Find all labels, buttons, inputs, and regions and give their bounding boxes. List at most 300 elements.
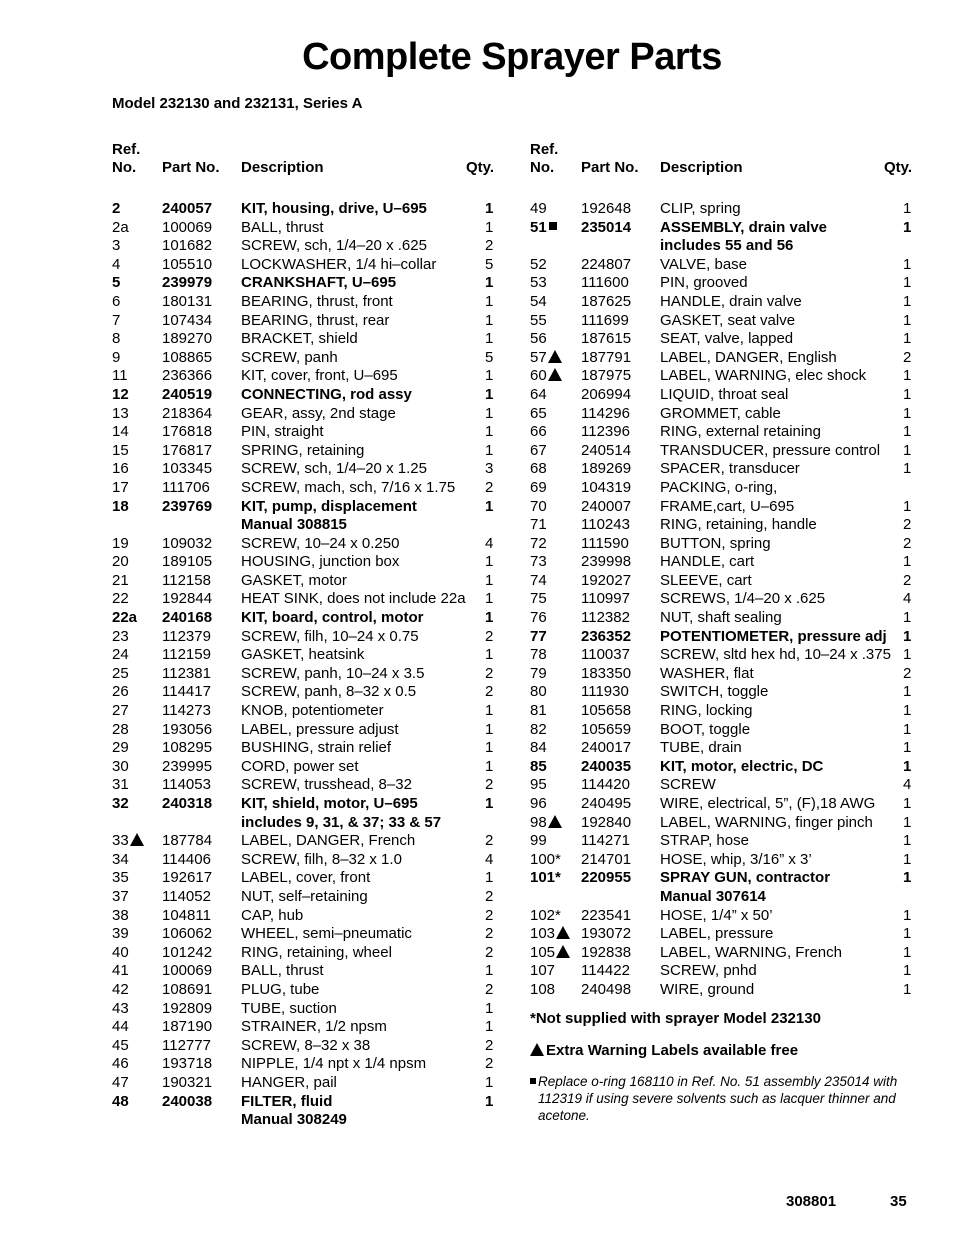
table-row: [112, 888, 502, 907]
qty: 1: [903, 739, 912, 757]
description-line2: Manual 307614: [660, 887, 766, 905]
table-row: [530, 646, 915, 665]
qty: 1: [485, 869, 494, 887]
ref-no: [112, 851, 129, 870]
table-row: [530, 386, 915, 405]
qty: 1: [485, 1092, 494, 1110]
ref-no-text: 45: [112, 1036, 129, 1054]
ref-no-text: 31: [112, 776, 129, 794]
qty: 1: [903, 869, 912, 887]
description: KIT, board, control, motor: [241, 609, 424, 627]
ref-no-text: 105: [530, 943, 556, 961]
ref-no-text: 53: [530, 274, 547, 292]
table-row: [112, 758, 502, 777]
ref-no: [530, 925, 570, 944]
part-no: 109032: [162, 534, 213, 552]
ref-no: [112, 274, 120, 293]
part-no: 114273: [162, 702, 211, 720]
table-row: [112, 535, 502, 554]
ref-no-text: 49: [530, 200, 547, 217]
qty: 2: [485, 1055, 494, 1073]
ref-no: [530, 535, 547, 554]
ref-no-text: 2: [112, 200, 121, 217]
ref-no-text: 30: [112, 757, 129, 775]
description: HOSE, 1/4” x 50’: [660, 906, 773, 924]
part-no: 235014: [581, 218, 632, 236]
ref-no: [530, 460, 547, 479]
description: GEAR, assy, 2nd stage: [241, 404, 396, 422]
description: WASHER, flat: [660, 664, 754, 682]
ref-no-text: 95: [530, 776, 547, 794]
table-row: [112, 293, 502, 312]
description: WIRE, ground: [660, 980, 755, 998]
description: BEARING, thrust, front: [241, 292, 393, 310]
part-no: 187975: [581, 367, 632, 385]
ref-no: [112, 832, 144, 851]
qty: 1: [485, 218, 494, 236]
description: RING, locking: [660, 702, 753, 720]
description: SEAT, valve, lapped: [660, 330, 794, 348]
qty: 1: [903, 609, 912, 627]
qty: 1: [485, 739, 494, 757]
qty: 1: [903, 460, 912, 478]
description: SCREW, pnhd: [660, 962, 757, 980]
part-no: 111706: [162, 478, 210, 496]
qty: 1: [485, 311, 494, 329]
ref-no: [530, 683, 547, 702]
qty: 1: [903, 943, 912, 961]
description: SWITCH, toggle: [660, 683, 769, 701]
table-row: [112, 1037, 502, 1056]
ref-no: [112, 646, 129, 665]
ref-no: [112, 683, 129, 702]
table-row: [112, 962, 502, 981]
ref-no-text: 25: [112, 664, 129, 682]
qty: 1: [485, 441, 494, 459]
table-row: [112, 1018, 502, 1037]
part-no: 112158: [162, 571, 211, 589]
ref-no: [530, 274, 547, 293]
table-row: [112, 274, 502, 293]
description: BALL, thrust: [241, 218, 324, 236]
table-row: [530, 739, 915, 758]
table-row: [530, 814, 915, 833]
description: NUT, self–retaining: [241, 887, 368, 905]
part-no: 107434: [162, 311, 213, 329]
ref-no: [530, 628, 547, 647]
ref-no-text: 4: [112, 255, 121, 273]
ref-no: [112, 776, 129, 795]
ref-no-text: 39: [112, 925, 129, 943]
description: SCREW, mach, sch, 7/16 x 1.75: [241, 478, 456, 496]
part-no: 240495: [581, 795, 632, 812]
description: RING, external retaining: [660, 423, 821, 441]
description: GASKET, heatsink: [241, 646, 365, 664]
description: PIN, straight: [241, 423, 324, 441]
ref-no-text: 70: [530, 497, 547, 515]
qty: 1: [485, 702, 494, 720]
ref-no-text: 81: [530, 702, 547, 720]
ref-no: [112, 386, 129, 405]
qty: 1: [485, 367, 494, 385]
part-no: 193056: [162, 720, 213, 738]
part-no: 112159: [162, 646, 211, 664]
table-row: [530, 367, 915, 386]
table-row: [530, 944, 915, 963]
part-no: 218364: [162, 404, 213, 422]
qty: 5: [485, 255, 494, 273]
description: RING, retaining, wheel: [241, 943, 392, 961]
description: SPRING, retaining: [241, 441, 365, 459]
part-no: 108691: [162, 980, 213, 998]
table-row: [530, 702, 915, 721]
part-no: 103345: [162, 460, 213, 478]
ref-no: [530, 609, 547, 628]
header-no: No.: [112, 159, 137, 176]
qty: 1: [903, 330, 912, 348]
header-qty: Qty.: [883, 159, 912, 176]
part-no: 193718: [162, 1055, 213, 1073]
ref-no-text: 13: [112, 404, 129, 422]
description: TRANSDUCER, pressure control: [660, 441, 881, 459]
description: LABEL, pressure: [660, 925, 774, 943]
ref-no-text: 96: [530, 795, 547, 812]
qty: 2: [903, 534, 912, 552]
qty: 1: [485, 646, 494, 664]
ref-no: [112, 535, 129, 554]
ref-no: [112, 1018, 129, 1037]
ref-no: [530, 516, 547, 535]
description: NIPPLE, 1/4 npt x 1/4 npsm: [241, 1055, 427, 1073]
description: HOUSING, junction box: [241, 553, 400, 571]
description: SCREW, filh, 10–24 x 0.75: [241, 627, 419, 645]
table-row: [530, 925, 915, 944]
table-row: [530, 609, 915, 628]
ref-no: [530, 776, 547, 795]
table-row: [112, 349, 502, 368]
qty: 1: [485, 404, 494, 422]
description: VALVE, base: [660, 255, 747, 273]
table-row: [112, 1093, 502, 1130]
qty: 1: [485, 590, 494, 608]
part-no: 110997: [581, 590, 630, 608]
description: CONNECTING, rod assy: [241, 385, 412, 403]
ref-no: [530, 386, 547, 405]
part-no: 220955: [581, 869, 632, 887]
ref-no: [112, 330, 120, 349]
table-row: [530, 460, 915, 479]
part-no: 110037: [581, 646, 630, 664]
table-row: [530, 274, 915, 293]
ref-no-text: 16: [112, 460, 129, 478]
description-line2: Manual 308249: [241, 1111, 347, 1129]
table-row: [530, 516, 915, 535]
ref-no-text: 37: [112, 887, 129, 905]
qty: 1: [485, 962, 494, 980]
part-no: 180131: [162, 292, 213, 310]
part-no: 224807: [581, 255, 632, 273]
description: KNOB, potentiometer: [241, 702, 384, 720]
part-no: 239998: [581, 553, 632, 571]
table-row: [530, 219, 915, 256]
description: GROMMET, cable: [660, 404, 781, 422]
ref-no-text: 108: [530, 980, 556, 998]
description: CLIP, spring: [660, 200, 741, 217]
qty: 1: [903, 497, 912, 515]
ref-no: [530, 423, 547, 442]
ref-no-text: 76: [530, 609, 547, 627]
ref-no: [530, 553, 547, 572]
ref-no: [530, 832, 547, 851]
extra-labels-text: Extra Warning Labels available free: [546, 1042, 799, 1059]
qty: 1: [903, 404, 912, 422]
table-row: [112, 925, 502, 944]
ref-no: [530, 219, 557, 238]
ref-no-text: 44: [112, 1018, 129, 1036]
ref-no-text: 15: [112, 441, 129, 459]
qty: 2: [485, 925, 494, 943]
ref-no-text: 40: [112, 943, 129, 961]
footnotes: [530, 1010, 920, 1124]
qty: 1: [485, 999, 494, 1017]
description: RING, retaining, handle: [660, 516, 817, 534]
ref-no: [112, 1037, 129, 1056]
description: SCREW, sltd hex hd, 10–24 x .375: [660, 646, 891, 664]
ref-no-text: 55: [530, 311, 547, 329]
ref-no: [530, 572, 547, 591]
description: HANDLE, drain valve: [660, 292, 802, 310]
qty: 1: [485, 497, 494, 515]
table-row: [530, 479, 915, 498]
table-row: [112, 944, 502, 963]
table-header: [530, 139, 915, 181]
ref-no-text: 47: [112, 1073, 129, 1091]
table-row: [530, 312, 915, 331]
ref-no: [530, 981, 555, 1000]
part-no: 240498: [581, 980, 632, 998]
part-no: 106062: [162, 925, 213, 943]
part-no: 114271: [581, 832, 630, 850]
square-bullet-icon: [530, 1078, 536, 1084]
part-no: 187791: [581, 348, 632, 366]
ref-no-text: 17: [112, 478, 129, 496]
ref-no: [112, 628, 129, 647]
description: ASSEMBLY, drain valve: [660, 218, 828, 236]
table-row: [112, 702, 502, 721]
qty: 1: [485, 720, 494, 738]
part-no: 108865: [162, 348, 213, 366]
table-row: [530, 349, 915, 368]
qty: 1: [485, 609, 494, 627]
description-line2: includes 55 and 56: [660, 237, 794, 255]
ref-no: [112, 1000, 129, 1019]
table-row: [112, 237, 502, 256]
document-number: 308801: [786, 1193, 837, 1210]
ref-no-text: 35: [112, 869, 129, 887]
table-row: [112, 367, 502, 386]
qty: 1: [485, 274, 494, 292]
model-subtitle: Model 232130 and 232131, Series A: [112, 95, 363, 112]
qty: 1: [903, 962, 912, 980]
description: WIRE, electrical, 5”, (F),18 AWG: [660, 795, 876, 812]
part-no: 108295: [162, 739, 213, 757]
table-row: [530, 962, 915, 981]
part-no: 112382: [581, 609, 630, 627]
table-row: [112, 442, 502, 461]
warning-triangle-icon: [556, 945, 570, 958]
description: KIT, pump, displacement: [241, 497, 417, 515]
description: CAP, hub: [241, 906, 304, 924]
ref-no: [112, 758, 129, 777]
description: CRANKSHAFT, U–695: [241, 274, 397, 292]
qty: 1: [903, 980, 912, 998]
table-row: [112, 572, 502, 591]
ref-no: [112, 907, 129, 926]
ref-no: [112, 293, 120, 312]
header-description: Description: [660, 159, 743, 176]
table-row: [112, 590, 502, 609]
warning-triangle-icon: [548, 368, 562, 381]
qty: 2: [485, 887, 494, 905]
qty: 2: [485, 906, 494, 924]
warning-triangle-icon: [130, 833, 144, 846]
ref-no: [112, 498, 129, 517]
part-no: 240007: [581, 497, 632, 515]
ref-no: [530, 758, 547, 777]
table-row: [530, 200, 915, 219]
ref-no: [112, 1055, 129, 1074]
ref-no: [112, 869, 129, 888]
part-no: 192838: [581, 943, 632, 961]
header-description: Description: [241, 159, 324, 176]
ref-no: [112, 721, 129, 740]
ref-no-text: 34: [112, 850, 129, 868]
qty: 1: [903, 832, 912, 850]
table-row: [112, 683, 502, 702]
description: BRACKET, shield: [241, 330, 358, 348]
description: PACKING, o-ring,: [660, 478, 778, 496]
description: KIT, shield, motor, U–695: [241, 795, 418, 812]
table-row: [112, 832, 502, 851]
description: SCREW, filh, 8–32 x 1.0: [241, 850, 402, 868]
ref-no: [530, 814, 562, 833]
ref-no-text: 79: [530, 664, 547, 682]
table-row: [530, 981, 915, 1000]
ref-no: [112, 312, 120, 331]
qty: 2: [485, 683, 494, 701]
ref-no-text: 54: [530, 292, 547, 310]
ref-no-text: 46: [112, 1055, 129, 1073]
part-no: 110243: [581, 516, 630, 534]
qty: 2: [903, 516, 912, 534]
ref-no-text: 14: [112, 423, 129, 441]
table-row: [112, 460, 502, 479]
qty: 1: [903, 627, 912, 645]
ref-no-text: 28: [112, 720, 129, 738]
ref-no-text: 78: [530, 646, 547, 664]
ref-no-text: 38: [112, 906, 129, 924]
description: BEARING, thrust, rear: [241, 311, 390, 329]
ref-no-text: 103: [530, 925, 556, 943]
part-no: 239995: [162, 757, 213, 775]
table-row: [530, 423, 915, 442]
qty: 2: [485, 664, 494, 682]
ref-no: [530, 665, 547, 684]
part-no: 192840: [581, 813, 632, 831]
ref-no: [112, 367, 128, 386]
qty: 2: [485, 776, 494, 794]
qty: 2: [485, 980, 494, 998]
ref-no: [530, 442, 547, 461]
ref-no-text: 22a: [112, 609, 138, 627]
qty: 1: [903, 906, 912, 924]
ref-no-text: 67: [530, 441, 547, 459]
ref-no: [112, 256, 120, 275]
table-row: [112, 423, 502, 442]
ref-no-text: 48: [112, 1092, 129, 1110]
description-line2: Manual 308815: [241, 516, 347, 534]
ref-no: [112, 888, 129, 907]
description: CORD, power set: [241, 757, 359, 775]
description: TUBE, suction: [241, 999, 337, 1017]
ref-no: [112, 423, 129, 442]
table-row: [112, 628, 502, 647]
part-no: 240519: [162, 385, 213, 403]
part-no: 236366: [162, 367, 213, 385]
part-no: 105510: [162, 255, 213, 273]
table-row: [530, 758, 915, 777]
description: SCREW, trusshead, 8–32: [241, 776, 412, 794]
table-row: [530, 256, 915, 275]
qty: 1: [903, 702, 912, 720]
qty: 4: [903, 776, 912, 794]
qty: 1: [485, 1018, 494, 1036]
ref-no-text: 102*: [530, 906, 561, 924]
header-ref: Ref.: [112, 141, 141, 158]
description: TUBE, drain: [660, 739, 742, 757]
part-no: 193072: [581, 925, 632, 943]
description: FILTER, fluid: [241, 1092, 333, 1110]
qty: 3: [485, 460, 494, 478]
ref-no-text: 60: [530, 367, 547, 385]
ref-no: [112, 702, 129, 721]
ref-no: [112, 219, 129, 238]
qty: 2: [485, 943, 494, 961]
part-no: 192844: [162, 590, 213, 608]
ref-no: [530, 498, 547, 517]
ref-no: [112, 944, 129, 963]
ref-no-text: 85: [530, 757, 547, 775]
table-header: [112, 139, 502, 181]
ref-no-text: 33: [112, 832, 129, 850]
qty: 1: [485, 385, 494, 403]
replace-oring-text: Replace o-ring 168110 in Ref. No. 51 assembly 235014 with 112319 if using severe solvents such as lacquer thinner and acetone.: [538, 1074, 898, 1123]
description: FRAME,cart, U–695: [660, 497, 795, 515]
ref-no: [112, 442, 129, 461]
part-no: 240017: [581, 739, 632, 757]
description: KIT, cover, front, U–695: [241, 367, 398, 385]
ref-no-text: 74: [530, 571, 547, 589]
header-qty: Qty.: [465, 159, 494, 176]
qty: 1: [903, 274, 912, 292]
ref-no: [530, 590, 547, 609]
ref-no-text: 101*: [530, 869, 561, 887]
part-no: 114406: [162, 850, 211, 868]
table-row: [530, 683, 915, 702]
ref-no-text: 27: [112, 702, 129, 720]
part-no: 105659: [581, 720, 632, 738]
ref-no-text: 51: [530, 218, 547, 236]
